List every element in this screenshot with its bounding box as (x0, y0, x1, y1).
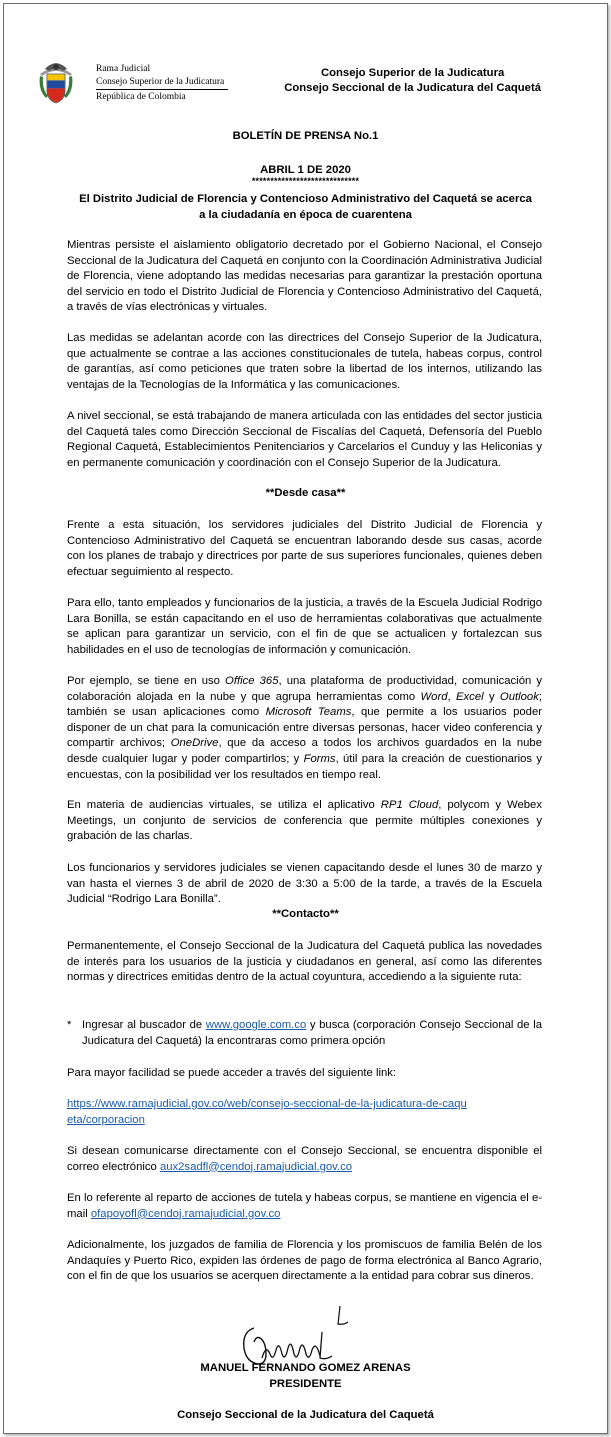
section-heading-desde-casa: **Desde casa** (265, 487, 346, 499)
headline-line-1: El Distrito Judicial de Florencia y Contencioso Administrativo del Caquetá se acerca (79, 193, 532, 205)
word-term: Word (420, 690, 448, 703)
ofapoyofl-email-link[interactable]: ofapoyofl@cendoj.ramajudicial.gov.co (90, 1207, 281, 1220)
paragraph-11 (67, 1144, 542, 1175)
header-divider (96, 89, 228, 90)
paragraph-7-text: En materia de audiencias virtuales, se utiliza el aplicativo RP1 Cloud, polycom y Webex Meetings, un conjunto de servicios de conferencia que permite múltiples conexiones y grabación de las charlas. (67, 799, 542, 843)
google-link[interactable]: www.google.com.co (205, 1019, 307, 1031)
paragraph-4 (67, 518, 542, 580)
paragraph-7 (67, 798, 542, 845)
paragraph-11-text: Si desean comunicarse directamente con el Consejo Seccional, se encuentra disponible el correo electrónico aux2sadfl@cendoj.ramajudicial.gov.co (67, 1145, 542, 1173)
aux2sadfl-email-link[interactable]: aux2sadfl@cendoj.ramajudicial.gov.co (159, 1160, 353, 1173)
header-right-line-1: Consejo Superior de la Judicatura (320, 67, 505, 79)
office-365-term: Office 365 (225, 675, 279, 687)
paragraph-9-text: Permanentemente, el Consejo Seccional de la Judicatura del Caquetá publica las novedades de interés para los usuarios de la justicia y ciudadanos en general, así como las diferentes normas y directrices emitidas dentro de la actual coyuntura, accediendo a la siguiente ruta: (67, 940, 542, 984)
paragraph-3 (67, 409, 542, 471)
paragraph-1 (67, 238, 542, 316)
paragraph-8-text: Los funcionarios y servidores judiciales se vienen capacitando desde el lunes 30 de marzo y van hasta el viernes 3 de abril de 2020 de 3:30 a 5:00 de la tarde, a través de la Escuela Judicial “Rodrigo Lara Bonilla”. (67, 862, 542, 906)
bulletin-stars: ***************************** (251, 176, 360, 186)
paragraph-4-text: Frente a esta situación, los servidores judiciales del Distrito Judicial de Florencia y Contencioso Administrativo del Caquetá se encuentran laborando desde sus casas, acorde con los planes de trabajo y directrices por parte de sus superiores funcionales, quienes deben efectuar seguimiento al respecto. (67, 519, 542, 578)
headline-line-2: a la ciudadanía en época de cuarentena (199, 209, 412, 221)
bulletin-date: ABRIL 1 DE 2020 (260, 164, 351, 176)
bulletin-title: BOLETÍN DE PRENSA No.1 (232, 130, 379, 142)
paragraph-5 (67, 596, 542, 658)
org-line-consejo-superior: Consejo Superior de la Judicatura (96, 76, 225, 87)
bullet-text: Ingresar al buscador de www.google.com.co y busca (corporación Consejo Seccional de la Judicatura del Caquetá) la encontraras como primera opción (82, 1019, 543, 1047)
teams-term: Microsoft Teams (265, 706, 352, 719)
paragraph-9 (67, 939, 542, 986)
paragraph-8 (67, 861, 542, 908)
forms-term: Forms (303, 752, 336, 765)
paragraph-2 (67, 331, 542, 393)
rama-judicial-link-block (67, 1097, 467, 1128)
rp1-cloud-term: RP1 Cloud (380, 799, 439, 811)
signer-name: MANUEL FERNANDO GOMEZ ARENAS (200, 1362, 411, 1374)
org-line-republica: República de Colombia (96, 92, 186, 102)
section-heading-contacto: **Contacto** (272, 908, 339, 920)
onedrive-term: OneDrive (170, 737, 219, 750)
paragraph-10-text: Para mayor facilidad se puede acceder a través del siguiente link: (67, 1067, 397, 1079)
handwritten-signature (236, 1298, 356, 1370)
org-line-rama-judicial: Rama Judicial (96, 64, 151, 74)
outlook-term: Outlook (499, 690, 539, 703)
paragraph-12 (67, 1191, 542, 1222)
excel-term: Excel (455, 690, 484, 703)
paragraph-6-text: Por ejemplo, se tiene en uso Office 365, una plataforma de productividad, comunicación y colaboración alojada en la nube y que agrupa herramientas como Word, Excel y Outlook; también se usan aplicaciones como Microsoft Teams, que permite a los usuarios poder disponer de un chat para la comunicación entre diversas personas, hacer video conferencia y compartir archivos; OneDrive, que da acceso a todos los archivos guardados en la nube desde cualquier lugar y poder compartirlos; y Forms, útil para la creación de cuestionarios y encuestas, con la posibilidad ver los resultados en tiempo real. (67, 675, 543, 781)
paragraph-6 (67, 674, 542, 783)
paragraph-12-text: En lo referente al reparto de acciones de tutela y habeas corpus, se mantiene en vigencia el e-mail ofapoyofl@cendoj.ramajudicial.gov.co (67, 1192, 542, 1220)
header-org-left (96, 63, 228, 104)
paragraph-5-text: Para ello, tanto empleados y funcionarios de la justicia, a través de la Escuela Judicial Rodrigo Lara Bonilla, se están capacitando en el uso de herramientas colaborativas que actualmente se aplican para garantizar un servicio, con el fin de que se actualicen y fortalezcan sus habilidades en el uso de tecnologías de información y comunicación. (67, 597, 542, 656)
paragraph-13 (67, 1238, 542, 1285)
paragraph-10 (67, 1066, 542, 1082)
paragraph-1-text: Mientras persiste el aislamiento obligatorio decretado por el Gobierno Nacional, el Consejo Seccional de la Judicatura del Caquetá en conjunto con la Coordinación Administrativa Judicial de Florencia, viene adoptando las medidas necesarias para garantizar la prestación oportuna del servicio en todo el Distrito Judicial de Florencia y Contencioso Administrativo del Caquetá, a través de vías electrónicas y virtuales. (67, 239, 542, 314)
signer-organization: Consejo Seccional de la Judicatura del Caquetá (177, 1409, 434, 1421)
header-right-line-2: Consejo Seccional de la Judicatura del Caquetá (284, 82, 541, 94)
bullet-marker: * (67, 1019, 72, 1031)
rama-judicial-link[interactable]: https://www.ramajudicial.gov.co/web/consejo-seccional-de-la-judicatura-de-caqueta/corporacion (67, 1098, 467, 1126)
colombia-coat-of-arms-logo (36, 60, 76, 106)
header-org-right (284, 66, 541, 96)
paragraph-3-text: A nivel seccional, se está trabajando de manera articulada con las entidades del sector justicia del Caquetá tales como Dirección Seccional de Fiscalías del Caquetá, Defensoría del Pueblo Regional Caquetá, Establecimientos Penitenciarios y Carcelarios el Cunduy y las Heliconias y en permanente comunicación y coordinación con el Consejo Superior de la Judicatura. (67, 410, 542, 469)
bullet-item (67, 1018, 542, 1049)
signer-role: PRESIDENTE (269, 1378, 342, 1390)
paragraph-2-text: Las medidas se adelantan acorde con las directrices del Consejo Superior de la Judicatura, que actualmente se contrae a las acciones constitucionales de tutela, habeas corpus, control de garantías, así como peticiones que traten sobre la libertad de los internos, utilizando las ventajas de la Tecnologías de la Informática y las comunicaciones. (67, 332, 542, 391)
paragraph-13-text: Adicionalmente, los juzgados de familia de Florencia y los promiscuos de familia Belén de los Andaquíes y Puerto Rico, expiden las órdenes de pago de forma electrónica al Banco Agrario, con el fin de que los usuarios se acerquen directamente a la entidad para cobrar sus dineros. (67, 1239, 542, 1283)
